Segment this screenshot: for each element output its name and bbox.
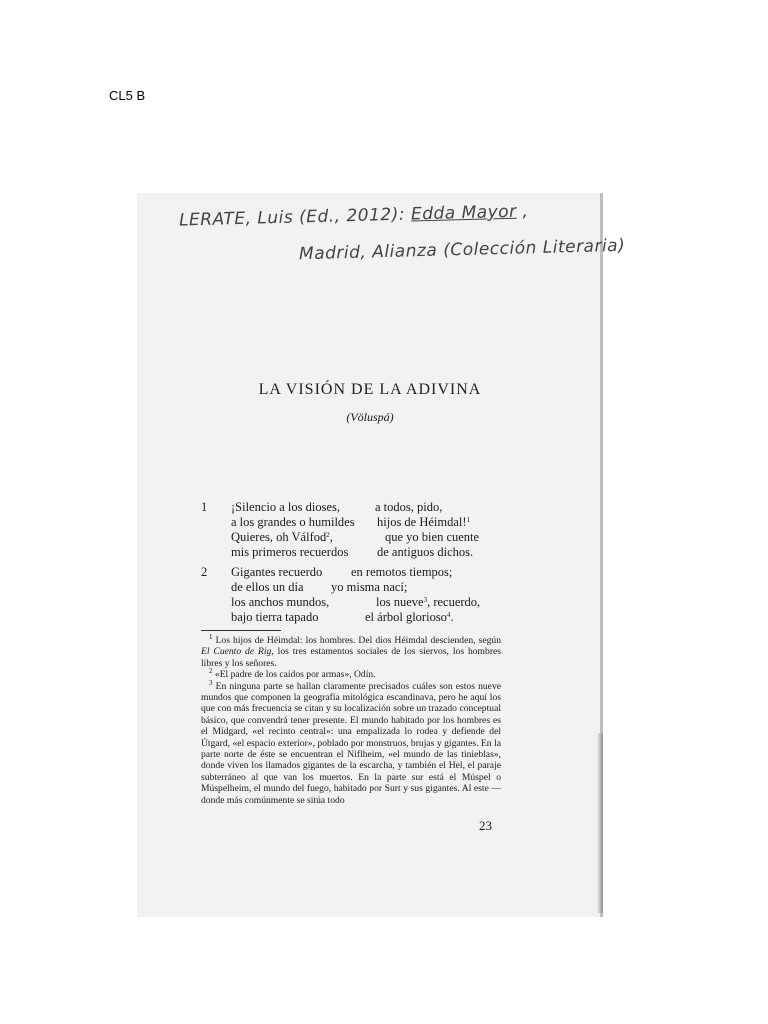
verse-line: a los grandes o humildes hijos de Héimdal!$^1$: [231, 515, 471, 529]
footnote-3: $^3$ En ninguna parte se hallan claramente precisados cuáles son estos nueve mundos que componen la geografía mitológica escandinava, pero he aquí los que con más frecuencia se citan y su localización sobre un trazado conceptual básico, que convendrá tener presente. El mundo habitado por los hombres es el Mídgard, «el recinto central»: una empalizada lo rodea y defiende del Útgard, «el espacio exterior», poblado por monstruos, brujas y gigantes. En la parte norte de éste se encuentran el Niflheim, «el mundo de las tinieblas», donde viven los llamados gigantes de la escarcha, y también el Hel, el paraje subterráneo al que van los muertos. En la parte sur está el Múspel o Múspelheim, el mundo del fuego, habitado por Surt y sus gigantes. Al este —donde más comúnmente se sitúa todo: [201, 678, 501, 806]
stanza-number: 2: [201, 565, 208, 579]
page-number: 23: [479, 818, 492, 833]
footnote-1: $^1$ Los hijos de Héimdal: los hombres. Del dios Héimdal descienden, según El Cuento de Rig, los tres estamentos sociales de los siervos, los hombres libres y los señores.: [201, 633, 502, 669]
poem-subtitle: (Völuspá): [346, 410, 394, 424]
verse-line: Gigantes recuerdo en remotos tiempos;: [231, 565, 453, 579]
verse-line: bajo tierra tapado el árbol glorioso$^4$.: [231, 610, 454, 624]
verse-line: mis primeros recuerdos de antiguos dichos.: [231, 545, 474, 559]
poem-title: LA VISIÓN DE LA ADIVINA: [258, 381, 482, 398]
footnotes: [201, 635, 501, 806]
verse-line: de ellos un día yo misma nací;: [231, 580, 408, 594]
verse-line: ¡Silencio a los dioses, a todos, pido,: [231, 500, 443, 514]
stanza-number: 1: [201, 500, 208, 514]
verse-line: los anchos mundos, los nueve$^3$, recuerdo,: [231, 595, 481, 609]
handwritten-citation-line-1: LERATE, Luis (Ed., 2012): Edda Mayor ,: [178, 201, 529, 231]
handwritten-citation-line-2: Madrid, Alianza (Colección Literaria): [298, 235, 626, 265]
footnote-divider: [201, 630, 281, 631]
footnote-2: $^2$ «El padre de los caídos por armas», Odín.: [209, 667, 376, 681]
verse-line: Quieres, oh Válfod$^2$, que yo bien cuente: [231, 530, 480, 544]
scanned-page: [137, 193, 626, 917]
scan-edge-shadow: [597, 733, 603, 913]
page-label: CL5 B: [109, 88, 146, 103]
